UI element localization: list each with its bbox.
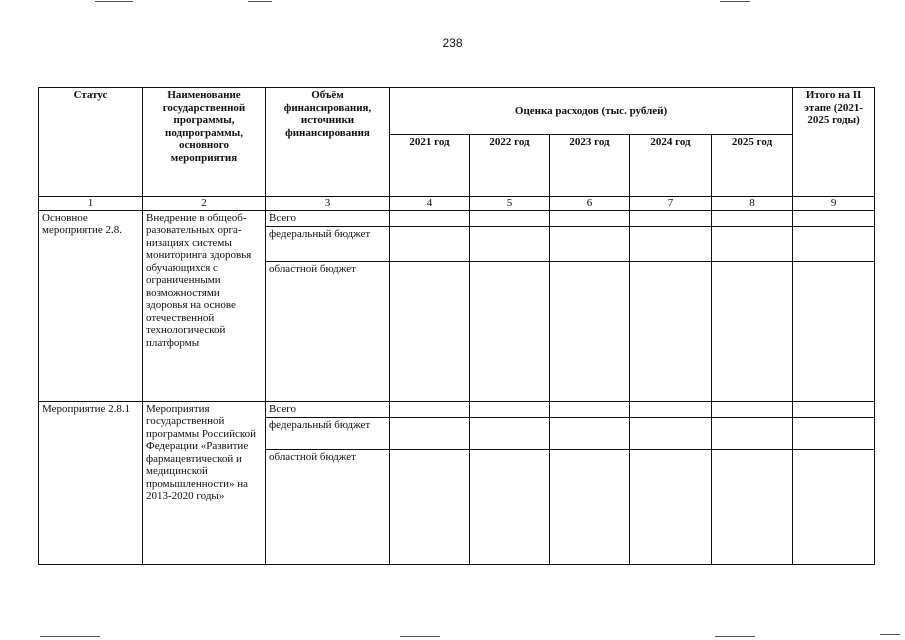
header-year: 2024 год bbox=[630, 135, 712, 197]
table-cell bbox=[712, 449, 793, 564]
scan-artifact-bottom bbox=[400, 636, 440, 637]
column-number: 8 bbox=[712, 197, 793, 211]
table-cell bbox=[793, 261, 875, 401]
scan-artifact-bottom bbox=[40, 636, 100, 637]
budget-table bbox=[38, 87, 875, 565]
table-cell bbox=[630, 417, 712, 449]
table-cell bbox=[470, 401, 550, 417]
column-number: 4 bbox=[390, 197, 470, 211]
row-name: Мероприятия государственной программы Российской Федерации «Развитие фармацевтической и медицинской промышленности» на 2013-2020 годы» bbox=[143, 401, 266, 564]
header-name: Наименование государственной программы, подпрограммы, основного мероприятия bbox=[143, 88, 266, 197]
table-cell bbox=[550, 226, 630, 261]
table-cell bbox=[630, 226, 712, 261]
table-cell bbox=[390, 261, 470, 401]
table-cell bbox=[390, 401, 470, 417]
table-cell bbox=[550, 401, 630, 417]
row-source: Всего bbox=[266, 401, 390, 417]
table-cell bbox=[793, 401, 875, 417]
scan-artifact-top bbox=[720, 1, 750, 2]
table-row bbox=[39, 210, 875, 226]
header-year: 2023 год bbox=[550, 135, 630, 197]
row-source: Всего bbox=[266, 210, 390, 226]
header-year: 2025 год bbox=[712, 135, 793, 197]
row-source: областной бюджет bbox=[266, 261, 390, 401]
table-cell bbox=[470, 261, 550, 401]
column-number: 3 bbox=[266, 197, 390, 211]
column-number: 1 bbox=[39, 197, 143, 211]
row-name: Внедрение в общеоб-разовательных орга-низациях системы мониторинга здоровья обучающихся с ограниченными возможностями здоровья на основе отечественной технологической платформы bbox=[143, 210, 266, 401]
table-cell bbox=[712, 261, 793, 401]
table-cell bbox=[793, 417, 875, 449]
table-cell bbox=[630, 401, 712, 417]
table-cell bbox=[550, 417, 630, 449]
row-source: федеральный бюджет bbox=[266, 417, 390, 449]
table-cell bbox=[470, 449, 550, 564]
header-year: 2022 год bbox=[470, 135, 550, 197]
table-cell bbox=[793, 226, 875, 261]
scan-artifact-top bbox=[95, 1, 133, 2]
header-status: Статус bbox=[39, 88, 143, 197]
page-number: 238 bbox=[442, 36, 463, 50]
table-cell bbox=[550, 449, 630, 564]
scan-artifact-bottom bbox=[715, 636, 755, 637]
scan-artifact-bottom bbox=[880, 634, 900, 635]
scan-artifact-top bbox=[248, 1, 272, 2]
row-status: Основное мероприятие 2.8. bbox=[39, 210, 143, 401]
table-cell bbox=[630, 449, 712, 564]
header-year: 2021 год bbox=[390, 135, 470, 197]
table-cell bbox=[630, 261, 712, 401]
column-number: 9 bbox=[793, 197, 875, 211]
table-cell bbox=[470, 417, 550, 449]
table-cell bbox=[470, 210, 550, 226]
row-source: федеральный бюджет bbox=[266, 226, 390, 261]
table-cell bbox=[712, 210, 793, 226]
header-funding: Объём финансирования, источники финансирования bbox=[266, 88, 390, 197]
column-number: 7 bbox=[630, 197, 712, 211]
table-cell bbox=[712, 417, 793, 449]
column-number: 6 bbox=[550, 197, 630, 211]
table-cell bbox=[390, 210, 470, 226]
table-cell bbox=[390, 449, 470, 564]
table-cell bbox=[712, 401, 793, 417]
table-cell bbox=[550, 261, 630, 401]
table-cell bbox=[470, 226, 550, 261]
row-status: Мероприятие 2.8.1 bbox=[39, 401, 143, 564]
header-estimate: Оценка расходов (тыс. рублей) bbox=[390, 88, 793, 135]
table-cell bbox=[712, 226, 793, 261]
table-cell bbox=[390, 417, 470, 449]
table-cell bbox=[390, 226, 470, 261]
table-cell bbox=[630, 210, 712, 226]
table-cell bbox=[793, 210, 875, 226]
header-total: Итого на II этапе (2021-2025 годы) bbox=[793, 88, 875, 197]
column-number: 5 bbox=[470, 197, 550, 211]
table-cell bbox=[550, 210, 630, 226]
row-source: областной бюджет bbox=[266, 449, 390, 564]
column-number: 2 bbox=[143, 197, 266, 211]
table-row bbox=[39, 401, 875, 417]
table-cell bbox=[793, 449, 875, 564]
